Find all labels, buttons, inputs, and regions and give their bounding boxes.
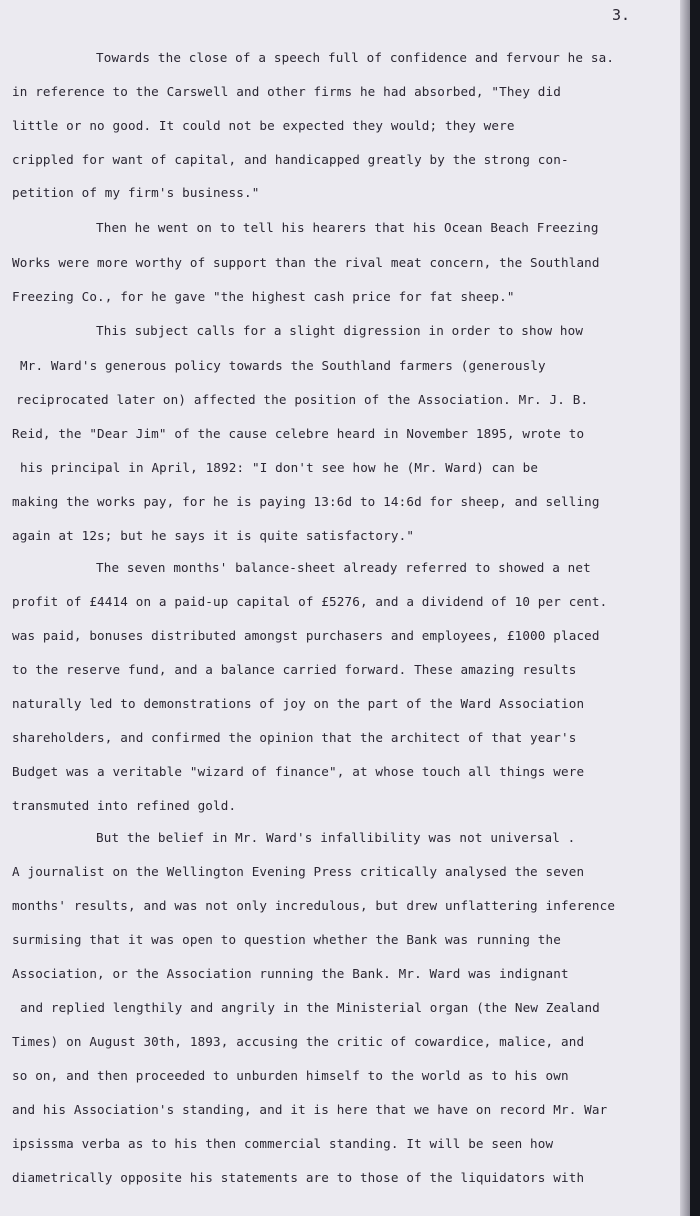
text-line: and replied lengthily and angrily in the Ministerial organ (the New Zealand: [20, 1000, 600, 1015]
text-line: Times) on August 30th, 1893, accusing the critic of cowardice, malice, and: [12, 1034, 585, 1049]
text-line: A journalist on the Wellington Evening Press critically analysed the seven: [12, 864, 585, 879]
text-line: Budget was a veritable "wizard of finance", at whose touch all things were: [12, 764, 585, 779]
text-line: crippled for want of capital, and handicapped greatly by the strong con-: [12, 152, 569, 167]
text-line: Reid, the "Dear Jim" of the cause celebre heard in November 1895, wrote to: [12, 426, 585, 441]
text-line: and his Association's standing, and it is here that we have on record Mr. War: [12, 1102, 608, 1117]
text-line: Then he went on to tell his hearers that his Ocean Beach Freezing: [96, 220, 599, 235]
text-line: Towards the close of a speech full of confidence and fervour he sa.: [96, 50, 615, 65]
text-line: surmising that it was open to question whether the Bank was running the: [12, 932, 561, 947]
text-line: making the works pay, for he is paying 13:6d to 14:6d for sheep, and selling: [12, 494, 600, 509]
text-line: naturally led to demonstrations of joy on the part of the Ward Association: [12, 696, 585, 711]
text-line: again at 12s; but he says it is quite satisfactory.": [12, 528, 415, 543]
text-line: But the belief in Mr. Ward's infallibility was not universal .: [96, 830, 576, 845]
text-line: shareholders, and confirmed the opinion that the architect of that year's: [12, 730, 577, 745]
text-line: diametrically opposite his statements are to those of the liquidators with: [12, 1170, 585, 1185]
text-line: in reference to the Carswell and other firms he had absorbed, "They did: [12, 84, 561, 99]
text-line: months' results, and was not only incredulous, but drew unflattering inference: [12, 898, 616, 913]
text-line: his principal in April, 1892: "I don't see how he (Mr. Ward) can be: [20, 460, 539, 475]
text-line: so on, and then proceeded to unburden himself to the world as to his own: [12, 1068, 569, 1083]
text-line: The seven months' balance-sheet already referred to showed a net: [96, 560, 591, 575]
text-line: reciprocated later on) affected the position of the Association. Mr. J. B.: [16, 392, 589, 407]
text-line: Association, or the Association running the Bank. Mr. Ward was indignant: [12, 966, 569, 981]
text-line: little or no good. It could not be expected they would; they were: [12, 118, 515, 133]
text-line: was paid, bonuses distributed amongst purchasers and employees, £1000 placed: [12, 628, 600, 643]
text-line: ipsissma verba as to his then commercial standing. It will be seen how: [12, 1136, 554, 1151]
page-number: 3.: [612, 6, 631, 24]
text-line: profit of £4414 on a paid-up capital of £5276, and a dividend of 10 per cent.: [12, 594, 608, 609]
text-line: to the reserve fund, and a balance carried forward. These amazing results: [12, 662, 577, 677]
text-line: Freezing Co., for he gave "the highest cash price for fat sheep.": [12, 289, 515, 304]
text-line: petition of my firm's business.": [12, 185, 260, 200]
text-line: Works were more worthy of support than the rival meat concern, the Southland: [12, 255, 600, 270]
text-line: Mr. Ward's generous policy towards the Southland farmers (generously: [20, 358, 546, 373]
page-edge-shadow: [680, 0, 690, 1216]
text-line: transmuted into refined gold.: [12, 798, 237, 813]
text-line: This subject calls for a slight digression in order to show how: [96, 323, 584, 338]
